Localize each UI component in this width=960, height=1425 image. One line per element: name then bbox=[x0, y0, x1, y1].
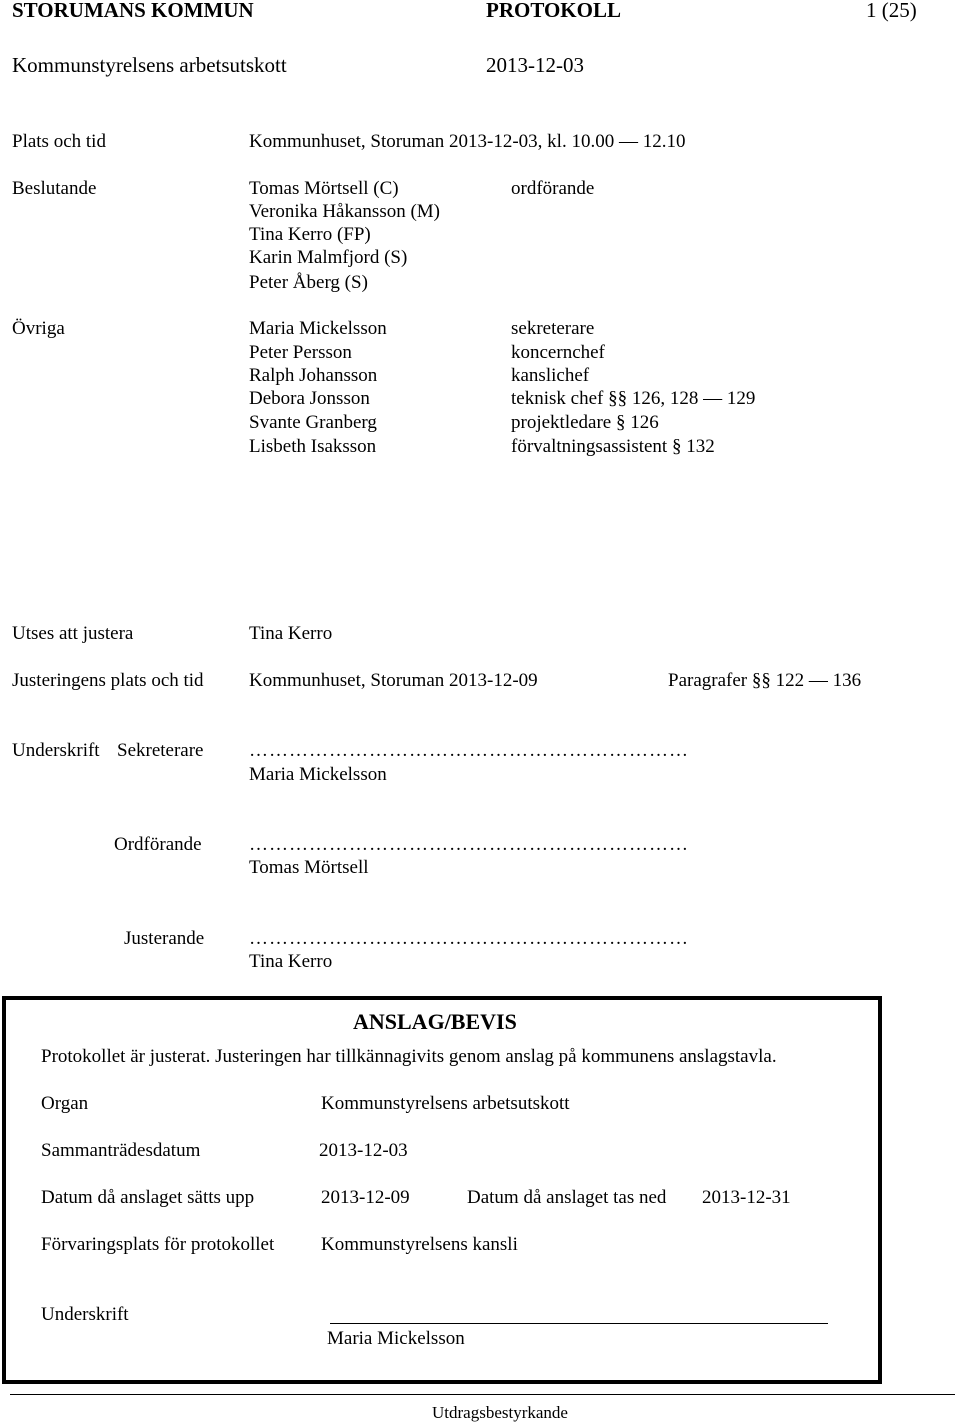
notice-signature-label: Underskrift bbox=[41, 1304, 129, 1325]
deciding-member: Veronika Håkansson (M) bbox=[249, 201, 441, 222]
signature-dotted-line: ………………………………………………………… bbox=[249, 834, 689, 855]
deciding-member: Tomas Mörtsell (C) bbox=[249, 178, 399, 199]
notice-title: ANSLAG/BEVIS bbox=[353, 1009, 517, 1034]
meeting-date-value: 2013-12-03 bbox=[319, 1140, 408, 1161]
adjust-place-label: Justeringens plats och tid bbox=[12, 670, 204, 691]
place-time-label: Plats och tid bbox=[12, 131, 106, 152]
others-member-role: förvaltningsassistent § 132 bbox=[511, 436, 715, 457]
signature-dotted-line: ………………………………………………………… bbox=[249, 740, 689, 761]
signature-label: Underskrift bbox=[12, 740, 100, 761]
others-member-role: teknisk chef §§ 126, 128 — 129 bbox=[511, 388, 756, 409]
signature-dotted-line: ………………………………………………………… bbox=[249, 928, 689, 949]
signature-role: Sekreterare bbox=[117, 740, 204, 761]
others-member: Svante Granberg bbox=[249, 412, 377, 433]
removed-date-label: Datum då anslaget tas ned bbox=[467, 1187, 667, 1208]
committee-name: Kommunstyrelsens arbetsutskott bbox=[12, 53, 287, 77]
paragraphs-range: Paragrafer §§ 122 — 136 bbox=[668, 670, 862, 691]
others-member-role: koncernchef bbox=[511, 342, 605, 363]
signature-role: Justerande bbox=[124, 928, 205, 949]
storage-value: Kommunstyrelsens kansli bbox=[321, 1234, 518, 1255]
page-number: 1 (25) bbox=[866, 0, 917, 22]
signature-role: Ordförande bbox=[114, 834, 202, 855]
others-member: Maria Mickelsson bbox=[249, 318, 387, 339]
deciding-member-role: ordförande bbox=[511, 178, 595, 199]
notice-signature-name: Maria Mickelsson bbox=[327, 1328, 465, 1349]
deciding-member: Peter Åberg (S) bbox=[249, 272, 368, 293]
adjust-place-value: Kommunhuset, Storuman 2013-12-09 bbox=[249, 670, 538, 691]
notice-signature-line bbox=[330, 1323, 828, 1324]
others-member-role: projektledare § 126 bbox=[511, 412, 659, 433]
organ-label: Organ bbox=[41, 1093, 89, 1114]
notice-statement: Protokollet är justerat. Justeringen har tillkännagivits genom anslag på kommunens anslagstavla. bbox=[41, 1046, 777, 1067]
others-member: Lisbeth Isaksson bbox=[249, 436, 377, 457]
adjuster-value: Tina Kerro bbox=[249, 623, 333, 644]
signature-name: Tina Kerro bbox=[249, 951, 333, 972]
document-type: PROTOKOLL bbox=[486, 0, 621, 22]
storage-label: Förvaringsplats för protokollet bbox=[41, 1234, 275, 1255]
deciding-label: Beslutande bbox=[12, 178, 97, 199]
deciding-member: Tina Kerro (FP) bbox=[249, 224, 371, 245]
others-member-role: sekreterare bbox=[511, 318, 595, 339]
others-member: Ralph Johansson bbox=[249, 365, 378, 386]
others-member: Debora Jonsson bbox=[249, 388, 370, 409]
municipality-name: STORUMANS KOMMUN bbox=[12, 0, 254, 22]
posted-date-value: 2013-12-09 bbox=[321, 1187, 410, 1208]
deciding-member: Karin Malmfjord (S) bbox=[249, 247, 408, 268]
organ-value: Kommunstyrelsens arbetsutskott bbox=[321, 1093, 570, 1114]
meeting-date: 2013-12-03 bbox=[486, 53, 584, 77]
certification-label: Utdragsbestyrkande bbox=[432, 1403, 568, 1422]
others-label: Övriga bbox=[12, 318, 65, 339]
meeting-date-label: Sammanträdesdatum bbox=[41, 1140, 201, 1161]
signature-name: Maria Mickelsson bbox=[249, 764, 387, 785]
removed-date-value: 2013-12-31 bbox=[702, 1187, 791, 1208]
adjuster-label: Utses att justera bbox=[12, 623, 134, 644]
footer-rule bbox=[10, 1394, 955, 1395]
place-time-value: Kommunhuset, Storuman 2013-12-03, kl. 10.00 — 12.10 bbox=[249, 131, 686, 152]
signature-name: Tomas Mörtsell bbox=[249, 857, 369, 878]
others-member: Peter Persson bbox=[249, 342, 352, 363]
others-member-role: kanslichef bbox=[511, 365, 590, 386]
posted-date-label: Datum då anslaget sätts upp bbox=[41, 1187, 255, 1208]
